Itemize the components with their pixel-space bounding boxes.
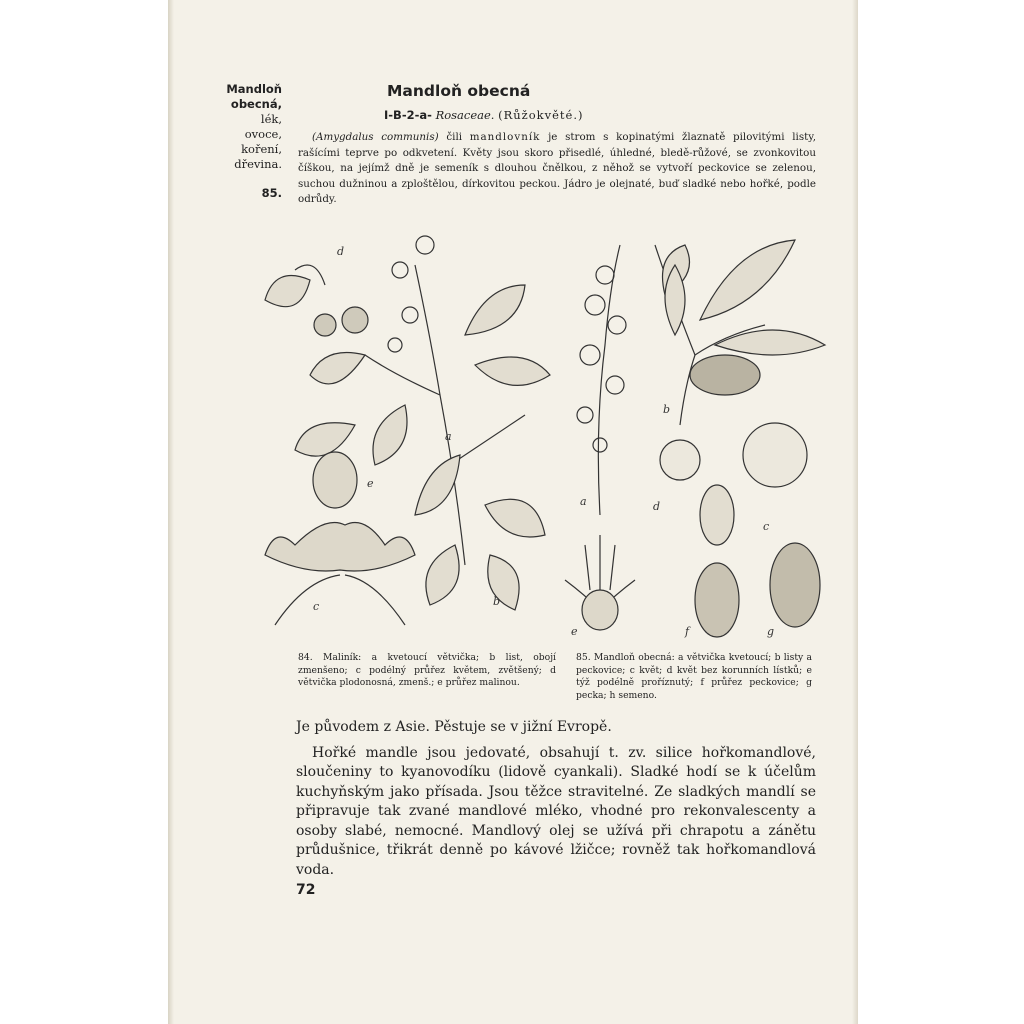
margin-note bbox=[222, 82, 282, 201]
figure-label: b bbox=[663, 403, 671, 416]
body-text bbox=[296, 718, 816, 886]
page-number: 72 bbox=[296, 882, 316, 898]
figure-label: c bbox=[313, 600, 320, 613]
body-paragraph: Hořké mandle jsou jedovaté, obsahují t. zv. silice hořkomandlové, sloučeniny to kyanovodíku (lidově cyankali). Sladké hodí se k účelům kuchyňským jako přísada. Jsou těžce stravitelné. Ze sladkých mandlí se připravuje tak zvané mandlové mléko, vhodné pro rekonvalescenty a osoby slabé, nemocné. Mandlový olej se užívá při chrapotu a zánětu průdušnice, třikrát denně po kávové lžičce; rovněž tak hořkomandlová voda. bbox=[296, 744, 816, 878]
margin-note-use: dřevina. bbox=[234, 157, 282, 171]
botanical-illustration bbox=[255, 225, 835, 645]
alt-name: mandlovník bbox=[469, 131, 541, 143]
page-gutter bbox=[168, 0, 174, 1024]
margin-note-title-2: obecná, bbox=[230, 97, 282, 111]
figure-label: e bbox=[367, 477, 374, 490]
figure-label: d bbox=[653, 500, 661, 513]
figure-label: c bbox=[763, 520, 770, 533]
figure-label: f bbox=[685, 625, 690, 638]
figure-label: g bbox=[767, 625, 775, 638]
figure-caption-84: 84. Maliník: a kvetoucí větvička; b list, obojí zmenšeno; c podélný průřez květem, zvětšený; d větvička plodonosná, zmenš.; e průřez malinou. bbox=[298, 652, 556, 688]
figure-label: b bbox=[493, 595, 501, 608]
margin-note-title-1: Mandloň bbox=[226, 82, 282, 96]
classification-code: I-B-2-a- bbox=[384, 108, 432, 122]
figure-label: a bbox=[580, 495, 587, 508]
family-latin: Rosaceae. bbox=[435, 108, 495, 122]
family-czech: (Růžokvěté.) bbox=[498, 108, 584, 122]
body-paragraph: Je původem z Asie. Pěstuje se v jižní Evropě. bbox=[296, 719, 612, 735]
classification bbox=[384, 108, 584, 122]
intro-connector: čili bbox=[438, 131, 470, 143]
figure-label: a bbox=[445, 430, 452, 443]
margin-note-use: lék, bbox=[260, 112, 282, 126]
margin-note-number: 85. bbox=[261, 186, 282, 200]
intro-rest: je strom s kopinatými žlaznatě pilovitými listy, rašícími teprve po odkvetení. Květy jsou skoro přisedlé, úhledné, bledě-růžové, se zvonkovitou číškou, na jejímž dně je semeník s dlouhou čnělkou, z něhož se vytvoří peckovice se zelenou, suchou dužninou a zploštělou, dírkovitou peckou. Jádro je olejnaté, buď sladké nebo hořké, podle odrůdy. bbox=[298, 131, 816, 205]
margin-note-use: ovoce, bbox=[244, 127, 282, 141]
latin-name: (Amygdalus communis) bbox=[312, 131, 439, 143]
figure-label: d bbox=[337, 245, 345, 258]
figure-label: e bbox=[571, 625, 578, 638]
raspberry-stem bbox=[415, 265, 465, 565]
almond-stem bbox=[598, 245, 620, 515]
page-edge bbox=[852, 0, 858, 1024]
margin-note-use: koření, bbox=[241, 142, 282, 156]
figure-caption-85: 85. Mandloň obecná: a větvička kvetoucí; b listy a peckovice; c květ; d květ bez korunních lístků; e týž podélně proříznutý; f průřez peckovice; g pecka; h semeno. bbox=[576, 652, 812, 701]
page-title: Mandloň obecná bbox=[387, 82, 531, 100]
intro-paragraph bbox=[298, 130, 816, 208]
